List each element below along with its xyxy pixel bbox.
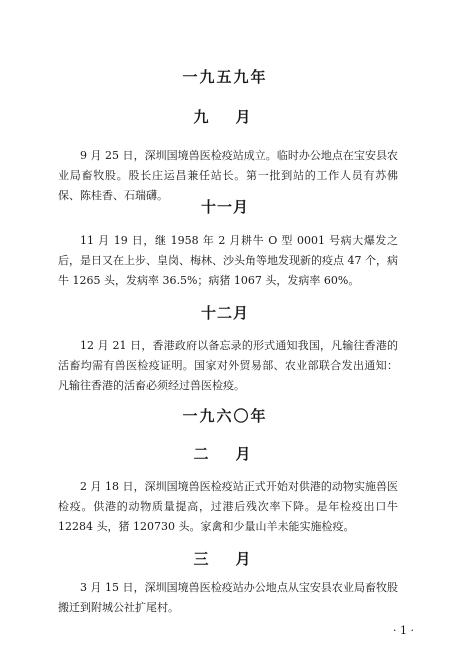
month-heading-september: 九 月 [193,108,257,126]
year-heading-1960: 一九六〇年 [182,407,268,425]
month-heading-february: 二 月 [193,445,257,463]
paragraph-december-1959: 12 月 21 日，香港政府以备忘录的形式通知我国，凡输往香港的活畜均需有兽医检疫证明。国家对外贸易部、农业部联合发出通知：凡输往香港的活畜必须经过兽医检疫。 [58,339,398,392]
year-heading-1959: 一九五九年 [182,68,268,86]
paragraph-september-1959: 9 月 25 日，深圳国境兽医检疫站成立。临时办公地点在宝安县农业局畜牧股。股长庄运昌兼任站长。第一批到站的工作人员有苏佛保、陈桂香、石瑞礴。 [58,149,398,202]
page-number: · 1 · [393,624,414,637]
month-heading-december: 十二月 [200,304,249,322]
paragraph-february-1960: 2 月 18 日，深圳国境兽医检疫站正式开始对供港的动物实施兽医检疫。供港的动物质量提高，过港后残次率下降。是年检疫出口牛 12284 头，猪 120730 头。家禽和少量山羊未能实施检疫。 [58,480,398,533]
month-heading-march: 三 月 [193,550,257,568]
paragraph-march-1960: 3 月 15 日，深圳国境兽医检疫站办公地点从宝安县农业局畜牧股搬迁到附城公社扩尾村。 [58,581,398,614]
paragraph-november-1959: 11 月 19 日，继 1958 年 2 月耕牛 O 型 0001 号病大爆发之后，是日又在上步、皇岗、梅林、沙头角等地发现新的疫点 47 个，病牛 1265 头，发病率 36.5%；病猪 1067 头，发病率 60%。 [58,234,398,287]
month-heading-november: 十一月 [200,198,249,216]
